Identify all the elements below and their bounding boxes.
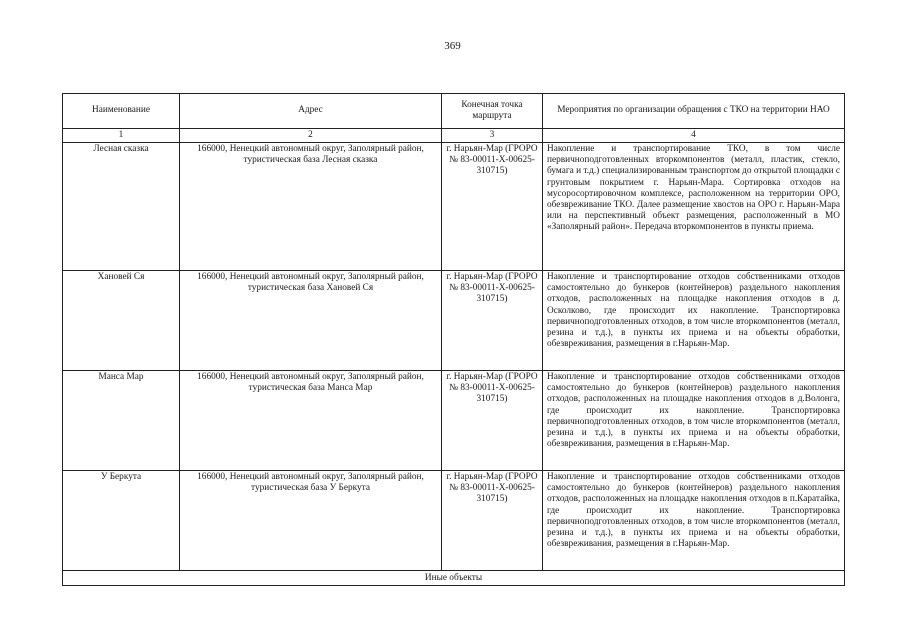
table-row bbox=[63, 143, 845, 271]
section-label: Иные объекты bbox=[63, 571, 845, 586]
cell-name: Лесная сказка bbox=[63, 143, 180, 271]
page-number: 369 bbox=[444, 40, 461, 52]
column-number: 3 bbox=[442, 129, 543, 143]
header-address: Адрес bbox=[180, 94, 442, 129]
cell-address: 166000, Ненецкий автономный округ, Заполярный район, туристическая база Манса Мар bbox=[180, 371, 442, 471]
cell-activities: Накопление и транспортирование отходов собственниками отходов самостоятельно до бункеров (контейнеров) раздельного накопления отходов, расположенных на площадке накопления отходов в п.Каратайка, где происходит их накопление. Транспортировка первичноподготовленных отходов, в том числе вторкомпонентов (металл, резина и т.д.), в пункты их приема и на объекты обработки, обезвреживания, размещения в г.Нарьян-Мар. bbox=[543, 471, 845, 571]
cell-endpoint: г. Нарьян-Мар (ГРОРО № 83-00011-Х-00625-310715) bbox=[442, 143, 543, 271]
cell-address: 166000, Ненецкий автономный округ, Заполярный район, туристическая база Хановей Ся bbox=[180, 271, 442, 371]
cell-name: Хановей Ся bbox=[63, 271, 180, 371]
table-row bbox=[63, 471, 845, 571]
table-row bbox=[63, 371, 845, 471]
header-endpoint: Конечная точка маршрута bbox=[442, 94, 543, 129]
cell-activities: Накопление и транспортирование ТКО, в том числе первичноподготовленных вторкомпонентов (металл, пластик, стекло, бумага и т.д.) специализированным транспортом до открытой площадки с грунтовым покрытием г. Нарьян-Мара. Сортировка отходов на мусоросортировочном комплексе, расположенном на территории ОРО, обезвреживание ТКО. Далее размещение хвостов на ОРО г. Нарьян-Мара или на перспективный объект размещения, расположенный в МО «Заполярный район». Передача вторкомпонентов в пункты приема. bbox=[543, 143, 845, 271]
waste-management-table bbox=[62, 93, 845, 586]
table-row bbox=[63, 271, 845, 371]
section-row bbox=[63, 571, 845, 586]
column-number: 1 bbox=[63, 129, 180, 143]
cell-address: 166000, Ненецкий автономный округ, Заполярный район, туристическая база Лесная сказка bbox=[180, 143, 442, 271]
cell-endpoint: г. Нарьян-Мар (ГРОРО № 83-00011-Х-00625-310715) bbox=[442, 371, 543, 471]
cell-endpoint: г. Нарьян-Мар (ГРОРО № 83-00011-Х-00625-310715) bbox=[442, 471, 543, 571]
cell-activities: Накопление и транспортирование отходов собственниками отходов самостоятельно до бункеров (контейнеров) раздельного накопления отходов, расположенных на площадке накопления отходов в д.Волонга, где происходит их накопление. Транспортировка первичноподготовленных отходов, в том числе вторкомпонентов (металл, резина и т.д.), в пункты их приема и на объекты обработки, обезвреживания, размещения в г.Нарьян-Мар. bbox=[543, 371, 845, 471]
column-number: 4 bbox=[543, 129, 845, 143]
cell-address: 166000, Ненецкий автономный округ, Заполярный район, туристическая база У Беркута bbox=[180, 471, 442, 571]
header-name: Наименование bbox=[63, 94, 180, 129]
cell-activities: Накопление и транспортирование отходов собственниками отходов самостоятельно до бункеров (контейнеров) раздельного накопления отходов, расположенных на площадке накопления отходов в д. Осколково, где происходит их накопление. Транспортировка первичноподготовленных отходов, в том числе вторкомпонентов (металл, резина и т.д.), в пункты их приема и на объекты обработки, обезвреживания, размещения в г.Нарьян-Мар. bbox=[543, 271, 845, 371]
cell-name: У Беркута bbox=[63, 471, 180, 571]
column-number-row bbox=[63, 129, 845, 143]
table-header-row bbox=[63, 94, 845, 129]
cell-endpoint: г. Нарьян-Мар (ГРОРО № 83-00011-Х-00625-310715) bbox=[442, 271, 543, 371]
column-number: 2 bbox=[180, 129, 442, 143]
header-activities: Мероприятия по организации обращения с ТКО на территории НАО bbox=[543, 94, 845, 129]
cell-name: Манса Мар bbox=[63, 371, 180, 471]
